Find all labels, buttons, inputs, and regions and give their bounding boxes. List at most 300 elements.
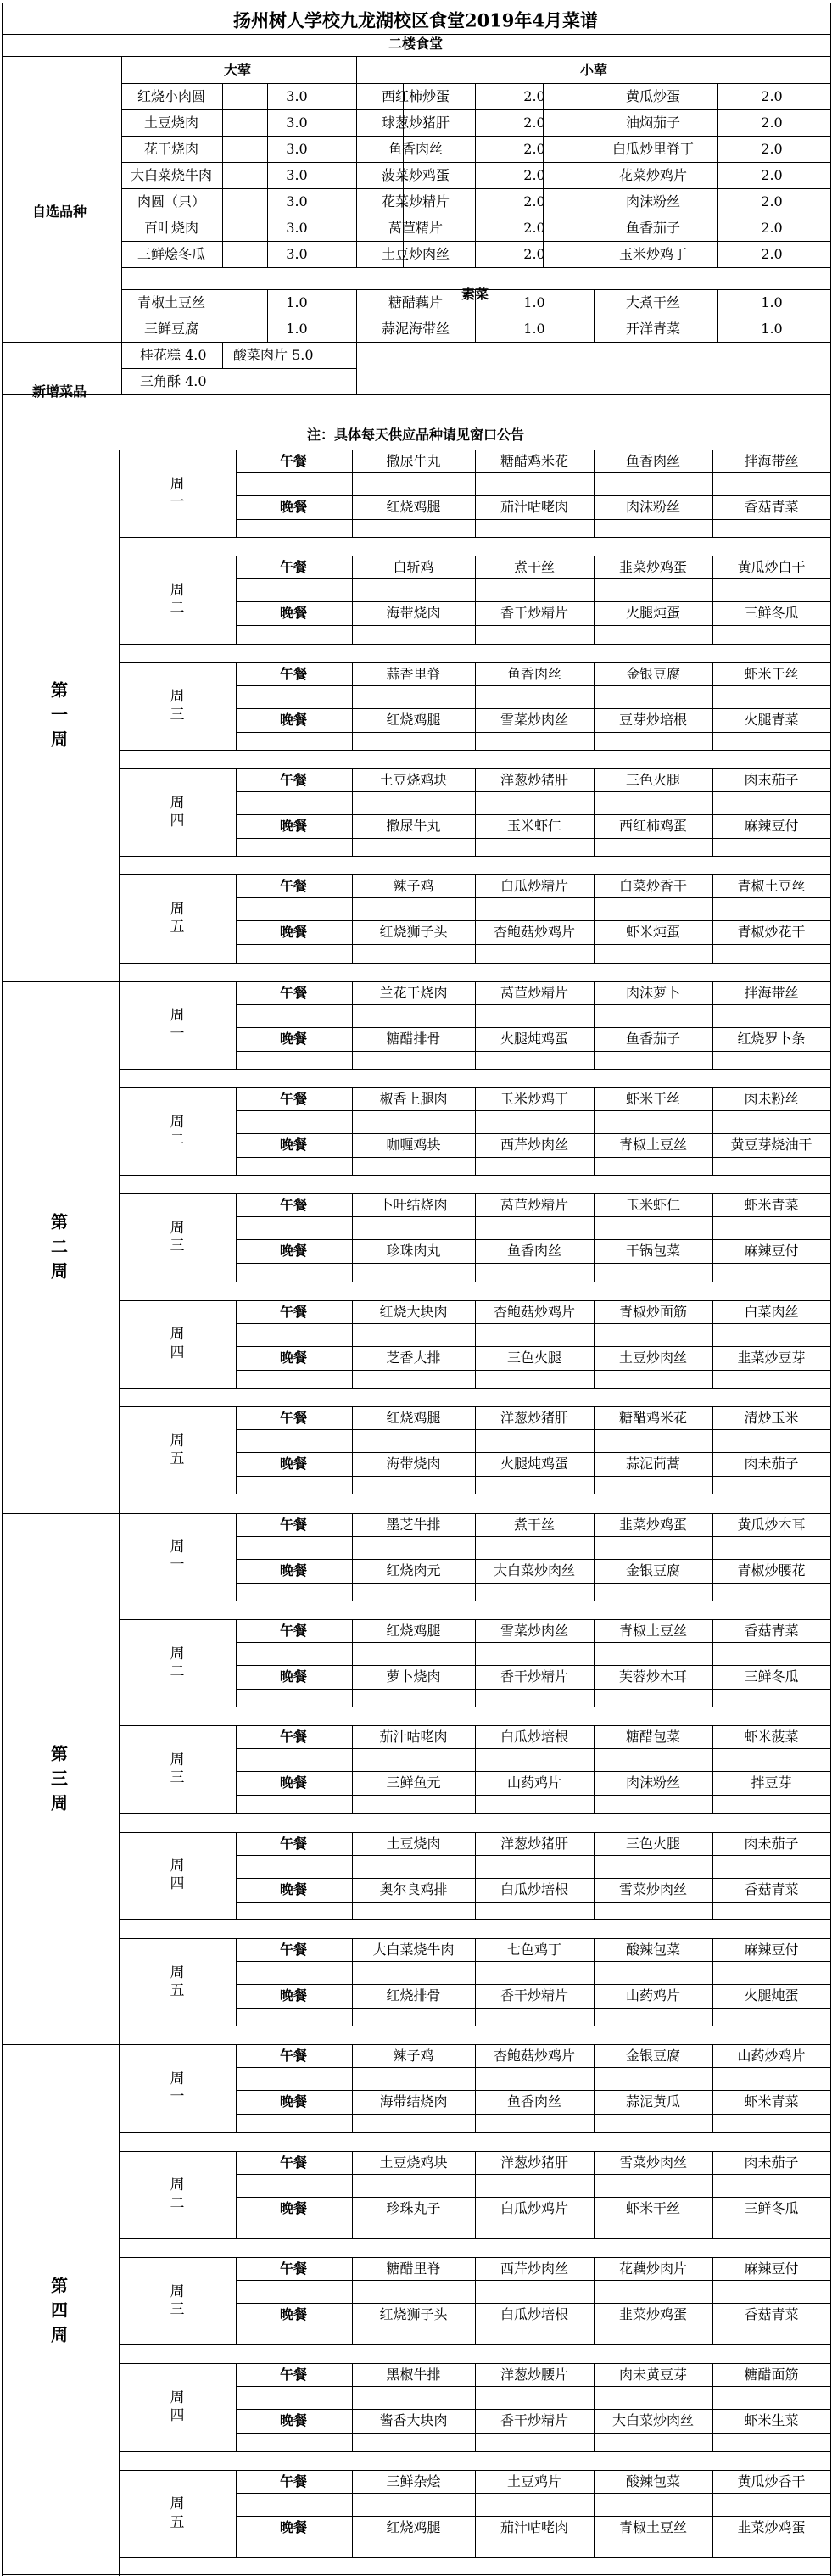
v-rule [475,1406,476,1494]
lunch-dish: 虾米干丝 [625,1091,681,1108]
meal-label-dinner: 晚餐 [279,711,308,728]
lunch-dish: 糖醋鸡米花 [618,1410,688,1427]
lunch-dish: 青椒炒面筋 [618,1303,688,1320]
h-rule [236,1559,830,1560]
lunch-dish: 辣子鸡 [393,2048,434,2065]
v-rule [712,1300,713,1388]
meal-label-lunch: 午餐 [279,1622,308,1639]
day-label: 周 二 [170,1113,185,1148]
dinner-dish: 山药鸡片 [506,1774,562,1791]
small-dish-price: 2.0 [761,87,783,104]
h-rule [119,2238,830,2239]
v-rule [475,662,476,750]
small-dish-price: 2.0 [761,219,783,236]
big-dish-price: 3.0 [286,245,308,262]
v-rule [475,2151,476,2238]
lunch-dish: 七色鸡丁 [506,1941,562,1958]
lunch-dish: 糖醋鸡米花 [500,453,569,469]
dinner-dish: 珍珠肉丸 [386,1243,441,1260]
lunch-dish: 韭菜炒鸡蛋 [618,559,688,576]
day-label: 周 五 [170,2495,185,2531]
h-rule [119,2451,830,2452]
h-rule [236,1370,830,1371]
meal-label-lunch: 午餐 [279,1091,308,1108]
dinner-dish: 白瓜炒培根 [500,2305,569,2322]
lunch-dish: 酸辣包菜 [625,1941,681,1958]
big-dish-name: 三鲜烩冬瓜 [137,245,206,262]
lunch-dish: 洋葱炒猪肝 [500,772,569,789]
small-dish-price: 2.0 [523,114,545,131]
dinner-dish: 萝卜烧肉 [386,1668,441,1685]
day-label: 周 四 [170,1326,185,1361]
h-rule [119,856,830,857]
v-rule [236,1725,237,1813]
dinner-dish: 火腿炖鸡蛋 [500,1030,569,1047]
v-rule [352,2257,353,2344]
lunch-dish: 糖醋里脊 [386,2260,441,2277]
lunch-dish: 金银豆腐 [625,2048,681,2065]
v-rule [121,342,122,394]
lunch-dish: 肉未茄子 [744,2154,799,2171]
dinner-dish: 肉沫粉丝 [625,1774,681,1791]
h-rule [236,2008,830,2009]
v-rule [236,2257,237,2344]
small-dish-name: 菠菜炒鸡蛋 [381,166,450,183]
dinner-dish: 奥尔良鸡排 [379,1880,448,1897]
dinner-dish: 海带烧肉 [386,605,441,622]
h-rule [236,2067,830,2068]
lunch-dish: 黑椒牛排 [386,2366,441,2383]
v-rule [236,1619,237,1707]
v-rule [475,1513,476,1601]
v-rule [712,981,713,1069]
v-rule [356,342,357,394]
v-rule [475,1300,476,1388]
big-dish-name: 花干烧肉 [143,140,199,157]
h-rule [119,1919,830,1920]
meal-label-lunch: 午餐 [279,1941,308,1958]
h-rule [236,2197,830,2198]
lunch-dish: 杏鲍菇炒鸡片 [493,1303,576,1320]
v-rule [236,768,237,856]
v-rule [236,1938,237,2026]
v-rule [712,2470,713,2557]
meal-label-lunch: 午餐 [279,2048,308,2065]
v-rule [119,450,120,981]
lunch-dish: 卜叶结烧肉 [379,1197,448,1214]
h-rule [236,1263,830,1264]
dinner-dish: 西芹炒肉丝 [500,1137,569,1154]
v-rule [475,1193,476,1281]
small-dish-price: 2.0 [761,140,783,157]
v-rule [712,2151,713,2238]
dinner-dish: 茄汁咕咾肉 [500,2518,569,2535]
v-rule [352,768,353,856]
dinner-dish: 香菇青菜 [744,499,799,515]
meal-label-dinner: 晚餐 [279,499,308,515]
meal-label-dinner: 晚餐 [279,2412,308,2429]
v-rule [356,289,357,342]
lunch-dish: 玉米炒鸡丁 [500,1091,569,1108]
dinner-dish: 麻辣豆付 [744,818,799,835]
new-item: 三角酥 4.0 [140,373,207,389]
meal-label-lunch: 午餐 [279,984,308,1001]
dinner-dish: 三鲜冬瓜 [744,605,799,622]
h-rule [236,1452,830,1453]
v-rule [236,1513,237,1601]
v-rule [236,981,237,1069]
h-rule [119,750,830,751]
day-label: 周 四 [170,794,185,830]
lunch-dish: 糖醋包菜 [625,1729,681,1746]
v-rule [594,1193,595,1281]
v-rule [712,2363,713,2450]
new-items-label: 新增菜品 [31,383,87,400]
big-dish-name: 肉圆（只） [137,193,206,210]
v-rule [475,981,476,1069]
lunch-dish: 虾米干丝 [744,665,799,682]
lunch-dish: 墨芝牛排 [386,1516,441,1533]
big-dish-name: 大白菜烧牛肉 [130,166,213,183]
h-rule [236,1961,830,1962]
h-rule [236,2516,830,2517]
v-rule [352,1725,353,1813]
day-label: 周 三 [170,2283,185,2318]
h-rule [121,162,830,163]
lunch-dish: 洋葱炒猪肝 [500,2154,569,2171]
veg-dish-name: 糖醋藕片 [388,294,444,310]
v-rule [236,2470,237,2557]
v-rule [119,1513,120,2045]
dinner-dish: 雪菜炒肉丝 [500,711,569,728]
day-label: 周 一 [170,1007,185,1042]
v-rule [2,3,3,2576]
dinner-dish: 韭菜炒鸡蛋 [618,2305,688,2322]
meal-label-dinner: 晚餐 [279,924,308,941]
lunch-dish: 白菜炒香干 [618,878,688,895]
lunch-dish: 鱼香肉丝 [625,453,681,469]
v-rule [236,2044,237,2132]
v-rule [712,662,713,750]
lunch-dish: 红烧大块肉 [379,1303,448,1320]
dinner-dish: 芙蓉炒木耳 [618,1668,688,1685]
week-label: 第 二 周 [51,1211,68,1282]
dinner-dish: 香菇青菜 [744,2305,799,2322]
v-rule [475,2044,476,2132]
meal-label-lunch: 午餐 [279,665,308,682]
v-rule [594,556,595,643]
veg-dish-price: 1.0 [523,294,545,310]
day-label: 周 三 [170,1219,185,1255]
h-rule [236,1536,830,1537]
v-rule [352,1406,353,1494]
small-dish-name: 西红柿炒蛋 [381,87,450,104]
small-dish-price: 2.0 [761,245,783,262]
lunch-dish: 黄瓜炒木耳 [737,1516,806,1533]
meal-label-dinner: 晚餐 [279,2305,308,2322]
meal-label-dinner: 晚餐 [279,1030,308,1047]
dinner-dish: 青椒炒花干 [737,924,806,941]
dinner-dish: 红烧狮子头 [379,924,448,941]
meal-label-lunch: 午餐 [279,453,308,469]
lunch-dish: 椒香上腿肉 [379,1091,448,1108]
dinner-dish: 茄汁咕咾肉 [500,499,569,515]
dinner-dish: 三鲜冬瓜 [744,1668,799,1685]
h-rule [121,188,830,189]
dinner-dish: 火腿炖蛋 [625,605,681,622]
big-dish-name: 红烧小肉圆 [137,87,206,104]
dinner-dish: 红烧鸡腿 [386,711,441,728]
dinner-dish: 火腿炖鸡蛋 [500,1456,569,1472]
v-rule [356,56,357,267]
h-rule [236,2433,830,2434]
h-rule [236,519,830,520]
week-label: 第 一 周 [51,679,68,750]
h-rule [2,34,830,35]
big-dish-price: 3.0 [286,219,308,236]
v-rule [594,1087,595,1175]
h-rule [236,2303,830,2304]
small-dish-price: 2.0 [523,87,545,104]
big-meat-header: 大荤 [223,62,252,78]
lunch-dish: 土豆烧鸡块 [379,772,448,789]
v-rule [475,2470,476,2557]
veg-dish-price: 1.0 [761,294,783,310]
h-rule [236,1984,830,1985]
lunch-dish: 辣子鸡 [393,878,434,895]
dinner-dish: 土豆炒肉丝 [618,1349,688,1366]
v-rule [475,1832,476,1919]
dinner-dish: 青椒炒腰花 [737,1562,806,1579]
small-dish-name: 莴苣精片 [388,219,444,236]
veg-dish-price: 1.0 [286,294,308,310]
day-label: 周 一 [170,2070,185,2105]
small-dish-name: 油焖茄子 [625,114,681,131]
dinner-dish: 白瓜炒培根 [500,1880,569,1897]
v-rule [222,342,223,368]
veg-dish-price: 1.0 [286,321,308,337]
dinner-dish: 肉沫粉丝 [625,499,681,515]
lunch-dish: 白瓜炒培根 [500,1729,569,1746]
h-rule [236,944,830,945]
h-rule [236,897,830,898]
big-dish-price: 3.0 [286,193,308,210]
v-rule [352,1938,353,2026]
h-rule [236,1429,830,1430]
small-dish-name: 黄瓜炒蛋 [625,87,681,104]
week-label: 第 四 周 [51,2275,68,2345]
dinner-dish: 豆芽炒培根 [618,711,688,728]
big-dish-name: 百叶烧肉 [143,219,199,236]
h-rule [121,56,830,57]
small-dish-name: 花菜炒鸡片 [618,166,688,183]
meal-label-dinner: 晚餐 [279,1137,308,1154]
meal-label-lunch: 午餐 [279,2366,308,2383]
h-rule [236,495,830,496]
v-rule [594,768,595,856]
v-rule [352,981,353,1069]
h-rule [236,1771,830,1772]
dinner-dish: 干锅包菜 [625,1243,681,1260]
v-rule [475,450,476,537]
h-rule [236,1689,830,1690]
h-rule [236,1027,830,1028]
lunch-dish: 杏鲍菇炒鸡片 [493,2048,576,2065]
v-rule [475,1938,476,2026]
v-rule [712,1725,713,1813]
dinner-dish: 火腿青菜 [744,711,799,728]
lunch-dish: 洋葱炒腰片 [500,2366,569,2383]
h-rule [236,920,830,921]
h-rule [236,1216,830,1217]
meal-label-lunch: 午餐 [279,559,308,576]
dinner-dish: 香干炒精片 [500,1668,569,1685]
small-dish-price: 2.0 [523,193,545,210]
v-rule [475,2257,476,2344]
meal-label-lunch: 午餐 [279,878,308,895]
lunch-dish: 肉沫萝卜 [625,984,681,1001]
day-label: 周 三 [170,688,185,724]
v-rule [236,1300,237,1388]
v-rule [594,662,595,750]
meal-label-lunch: 午餐 [279,2154,308,2171]
lunch-dish: 土豆烧鸡块 [379,2154,448,2171]
big-dish-price: 3.0 [286,140,308,157]
meal-label-lunch: 午餐 [279,1303,308,1320]
lunch-dish: 肉未黄豆芽 [618,2366,688,2383]
v-rule [236,1832,237,1919]
v-rule [475,289,476,342]
lunch-dish: 鱼香肉丝 [506,665,562,682]
h-rule [236,1239,830,1240]
v-rule [717,83,718,267]
lunch-dish: 清炒玉米 [744,1410,799,1427]
lunch-dish: 蒜香里脊 [386,665,441,682]
dinner-dish: 杏鲍菇炒鸡片 [493,924,576,941]
v-rule [594,2363,595,2450]
dinner-dish: 芝香大排 [386,1349,441,1366]
h-rule [236,708,830,709]
lunch-dish: 酸辣包菜 [625,2473,681,2489]
meal-label-dinner: 晚餐 [279,1456,308,1472]
lunch-dish: 拌海带丝 [744,984,799,1001]
lunch-dish: 煮干丝 [513,559,556,576]
dinner-dish: 酱香大块肉 [379,2412,448,2429]
v-rule [267,289,268,342]
lunch-dish: 兰花干烧肉 [379,984,448,1001]
day-label: 周 四 [170,1857,185,1893]
h-rule [236,1902,830,1903]
dinner-dish: 拌豆芽 [751,1774,792,1791]
h-rule [119,1175,830,1176]
veg-dish-name: 青椒土豆丝 [137,294,206,310]
veg-dish-price: 1.0 [523,321,545,337]
lunch-dish: 三色火腿 [625,772,681,789]
lunch-dish: 莴苣炒精片 [500,1197,569,1214]
lunch-dish: 煮干丝 [513,1516,556,1533]
lunch-dish: 大白菜烧牛肉 [372,1941,455,1958]
h-rule [236,2386,830,2387]
h-rule [121,368,356,369]
v-rule [475,83,476,267]
dinner-dish: 香干炒精片 [500,2412,569,2429]
dinner-dish: 鱼香茄子 [625,1030,681,1047]
dinner-dish: 山药鸡片 [625,1986,681,2003]
dinner-dish: 青椒土豆丝 [618,1137,688,1154]
lunch-dish: 西芹炒肉丝 [500,2260,569,2277]
dinner-dish: 红烧排骨 [386,1986,441,2003]
small-dish-price: 2.0 [523,219,545,236]
dinner-dish: 大白菜炒肉丝 [611,2412,695,2429]
v-rule [594,1300,595,1388]
v-rule [830,3,831,2576]
h-rule [119,2344,830,2345]
small-dish-name: 土豆炒肉丝 [381,245,450,262]
v-rule [352,2151,353,2238]
h-rule [236,1748,830,1749]
dinner-dish: 黄豆芽烧油干 [730,1137,812,1154]
h-rule [236,1878,830,1879]
lunch-dish: 红烧鸡腿 [386,1410,441,1427]
meal-label-dinner: 晚餐 [279,2518,308,2535]
meal-label-dinner: 晚餐 [279,1986,308,2003]
lunch-dish: 黄瓜炒白干 [737,559,806,576]
h-rule [119,537,830,538]
dinner-dish: 火腿炖蛋 [744,1986,799,2003]
h-rule [236,2493,830,2494]
v-rule [712,874,713,962]
lunch-dish: 白瓜炒精片 [500,878,569,895]
meal-label-dinner: 晚餐 [279,1880,308,1897]
lunch-dish: 麻辣豆付 [744,1941,799,1958]
v-rule [352,1300,353,1388]
h-rule [236,1004,830,1005]
meal-label-lunch: 午餐 [279,1835,308,1852]
small-dish-price: 2.0 [523,140,545,157]
v-rule [236,1087,237,1175]
h-rule [236,732,830,733]
h-rule [236,685,830,686]
v-rule [236,450,237,537]
dinner-dish: 撒尿牛丸 [386,818,441,835]
h-rule [119,644,830,645]
lunch-dish: 肉未茄子 [744,1835,799,1852]
meal-label-lunch: 午餐 [279,2260,308,2277]
h-rule [236,1133,830,1134]
v-rule [475,2363,476,2450]
v-rule [594,874,595,962]
dinner-dish: 蒜泥黄瓜 [625,2093,681,2110]
dinner-dish: 大白菜炒肉丝 [493,1562,576,1579]
v-rule [594,2044,595,2132]
lunch-dish: 黄瓜炒香干 [737,2473,806,2489]
h-rule [236,1583,830,1584]
v-rule [594,2151,595,2238]
dinner-dish: 三色火腿 [506,1349,562,1366]
dinner-dish: 雪菜炒肉丝 [618,1880,688,1897]
dinner-dish: 虾米生菜 [744,2412,799,2429]
veg-dish-price: 1.0 [761,321,783,337]
small-dish-price: 2.0 [523,166,545,183]
v-rule [267,83,268,267]
dinner-dish: 红烧狮子头 [379,2305,448,2322]
lunch-dish: 雪菜炒肉丝 [500,1622,569,1639]
v-rule [121,56,122,342]
h-rule [236,1795,830,1796]
page-subtitle: 二楼食堂 [388,36,444,52]
v-rule [712,1406,713,1494]
dinner-dish: 虾米青菜 [744,2093,799,2110]
